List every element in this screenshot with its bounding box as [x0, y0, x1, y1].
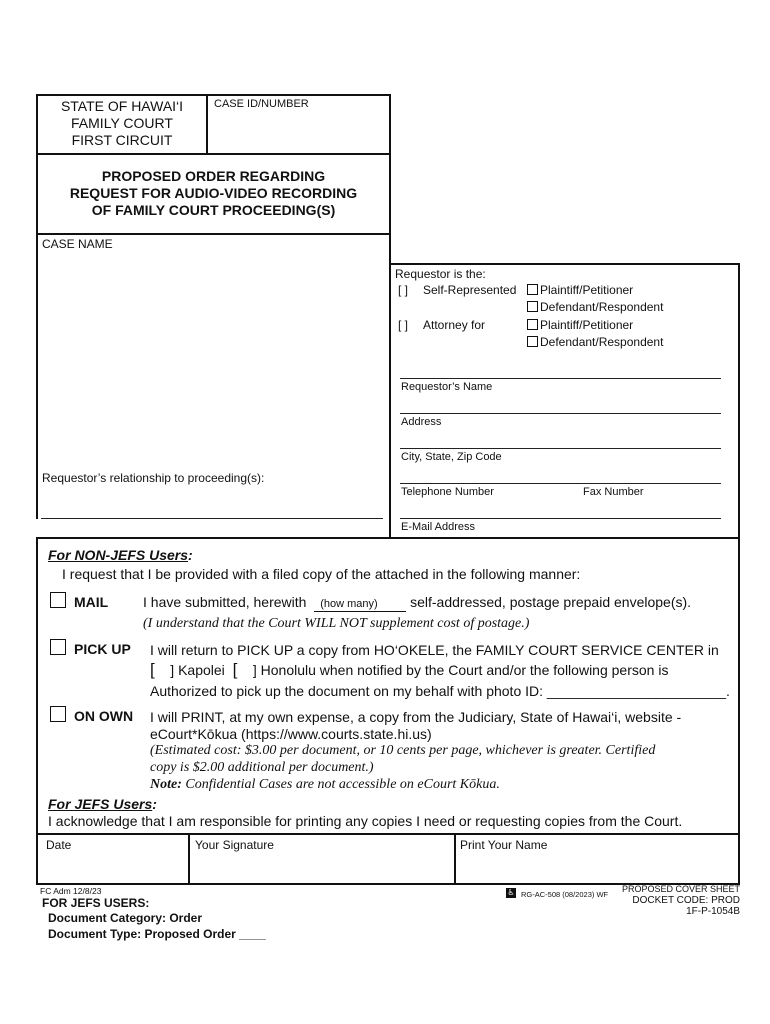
right-border — [738, 263, 740, 885]
options-top-border — [36, 537, 740, 539]
header-bottom-border — [36, 153, 391, 155]
email-line[interactable] — [400, 518, 721, 519]
attorney-bracket[interactable]: [ ] — [398, 318, 409, 332]
relationship-label: Requestor’s relationship to proceeding(s): — [42, 471, 265, 485]
telephone-label: Telephone Number — [401, 486, 494, 498]
mail-checkbox[interactable] — [50, 592, 66, 608]
court-line-state: STATE OF HAWAI‘I — [60, 98, 184, 114]
title-line-2: REQUEST FOR AUDIO-VIDEO RECORDING — [69, 185, 358, 201]
attorney-defendant-option[interactable] — [527, 335, 663, 349]
on-own-note-1: (Estimated cost: $3.00 per document, or 10 cents per page, whichever is greater. Certified — [150, 743, 656, 758]
mail-text — [143, 594, 691, 612]
jefs-heading — [48, 796, 157, 812]
non-jefs-colon: : — [188, 547, 193, 563]
requestor-name-line[interactable] — [400, 378, 721, 379]
requestor-heading: Requestor is the: — [395, 267, 486, 281]
city-line[interactable] — [400, 448, 721, 449]
kapolei-label: ] Kapolei — [170, 662, 225, 678]
checkbox-icon[interactable] — [527, 319, 538, 330]
document-type: Document Type: Proposed Order ____ — [48, 927, 266, 941]
option-label: Plaintiff/Petitioner — [540, 318, 634, 332]
self-represented-bracket[interactable]: [ ] — [398, 283, 409, 297]
mail-text-a: I have submitted, herewith — [143, 594, 307, 610]
date-field[interactable] — [40, 855, 184, 881]
attorney-label: Attorney for — [423, 318, 486, 332]
checkbox-icon[interactable] — [527, 301, 538, 312]
accessibility-code: RG-AC-508 (08/2023) WF — [521, 890, 609, 899]
requestor-left-border — [389, 263, 391, 539]
checkbox-icon[interactable] — [527, 284, 538, 295]
pickup-label: PICK UP — [74, 641, 131, 657]
non-jefs-intro: I request that I be provided with a filed copy of the attached in the following manner: — [62, 566, 581, 582]
non-jefs-heading-text: For NON-JEFS Users — [48, 547, 189, 563]
requestor-name-label: Requestor’s Name — [401, 381, 493, 393]
mail-text-b: self-addressed, postage prepaid envelope(s). — [410, 594, 692, 610]
relationship-line[interactable] — [41, 518, 383, 519]
envelope-count-field[interactable]: (how many) — [314, 598, 406, 612]
header-right-border — [389, 94, 391, 265]
option-label: Defendant/Respondent — [540, 300, 664, 314]
case-name-label: CASE NAME — [42, 237, 113, 251]
requestor-top-border — [389, 263, 740, 265]
header-divider — [206, 94, 208, 154]
signature-divider-2 — [454, 833, 456, 885]
form-number: 1F-P-1054B — [686, 906, 740, 917]
print-name-field[interactable] — [458, 855, 734, 881]
form-id: FC Adm 12/8/23 — [40, 886, 102, 896]
court-name — [38, 98, 206, 149]
title-line-3: OF FAMILY COURT PROCEEDING(S) — [91, 202, 336, 218]
note-text: Confidential Cases are not accessible on eCourt Kōkua. — [181, 777, 500, 792]
pickup-line-3: Authorized to pick up the document on my behalf with photo ID: _______________________. — [150, 683, 730, 699]
on-own-line-1: I will PRINT, at my own expense, a copy from the Judiciary, State of Hawai‘i, website - — [150, 709, 682, 725]
on-own-line-2: eCourt*Kōkua (https://www.courts.state.hi.us) — [150, 726, 432, 742]
checkbox-icon[interactable] — [527, 336, 538, 347]
attorney-plaintiff-option[interactable] — [527, 318, 633, 332]
on-own-checkbox[interactable] — [50, 706, 66, 722]
address-line[interactable] — [400, 413, 721, 414]
signature-field[interactable] — [192, 855, 450, 881]
on-own-note-3 — [150, 777, 500, 793]
non-jefs-heading — [48, 547, 193, 563]
print-name-label: Print Your Name — [460, 838, 548, 852]
court-line-family: FAMILY COURT — [71, 115, 173, 131]
option-label: Defendant/Respondent — [540, 335, 664, 349]
phone-fax-line[interactable] — [400, 483, 721, 484]
jefs-text: I acknowledge that I am responsible for printing any copies I need or requesting copies from the Court. — [48, 813, 683, 829]
honolulu-bracket[interactable]: [ — [232, 660, 238, 679]
case-name-field[interactable] — [42, 254, 382, 459]
fax-label: Fax Number — [583, 486, 644, 498]
jefs-users-heading: FOR JEFS USERS: — [42, 896, 150, 910]
title-line-1: PROPOSED ORDER REGARDING — [101, 168, 326, 184]
on-own-label: ON OWN — [74, 708, 134, 724]
honolulu-label: ] Honolulu when notified by the Court and/or the following person is — [252, 662, 669, 678]
title-bottom-border — [36, 233, 391, 235]
pickup-line-2 — [150, 660, 668, 680]
signature-label: Your Signature — [195, 838, 274, 852]
cover-sheet-label: PROPOSED COVER SHEET — [621, 884, 740, 894]
jefs-heading-text: For JEFS Users — [48, 796, 153, 812]
left-border — [36, 94, 38, 519]
kapolei-bracket[interactable]: [ — [150, 660, 155, 679]
self-represented-label: Self-Represented — [423, 283, 517, 297]
email-label: E-Mail Address — [401, 521, 475, 533]
court-line-circuit: FIRST CIRCUIT — [71, 132, 173, 148]
signature-top-border — [36, 833, 740, 835]
case-id-label: CASE ID/NUMBER — [214, 98, 309, 110]
document-category: Document Category: Order — [48, 911, 203, 925]
form-title — [38, 168, 389, 219]
pickup-line-1: I will return to PICK UP a copy from HO‘OKELE, the FAMILY COURT SERVICE CENTER in — [150, 642, 719, 658]
self-rep-defendant-option[interactable] — [527, 300, 663, 314]
city-state-zip-label: City, State, Zip Code — [401, 451, 502, 463]
date-label: Date — [46, 838, 72, 852]
accessibility-icon: ♿ — [507, 888, 515, 897]
on-own-note-2: copy is $2.00 additional per document.) — [150, 760, 374, 775]
note-bold: Note: — [150, 777, 182, 792]
address-label: Address — [401, 416, 442, 428]
case-id-field[interactable] — [214, 112, 384, 150]
header-top-border — [36, 94, 391, 96]
self-rep-plaintiff-option[interactable] — [527, 283, 633, 297]
pickup-checkbox[interactable] — [50, 639, 66, 655]
docket-code: DOCKET CODE: PROD — [632, 895, 740, 906]
jefs-colon: : — [152, 796, 157, 812]
option-label: Plaintiff/Petitioner — [540, 283, 634, 297]
cover-sheet-info — [600, 884, 740, 917]
signature-divider-1 — [188, 833, 190, 885]
mail-label: MAIL — [74, 594, 109, 610]
mail-note: (I understand that the Court WILL NOT supplement cost of postage.) — [143, 616, 530, 631]
